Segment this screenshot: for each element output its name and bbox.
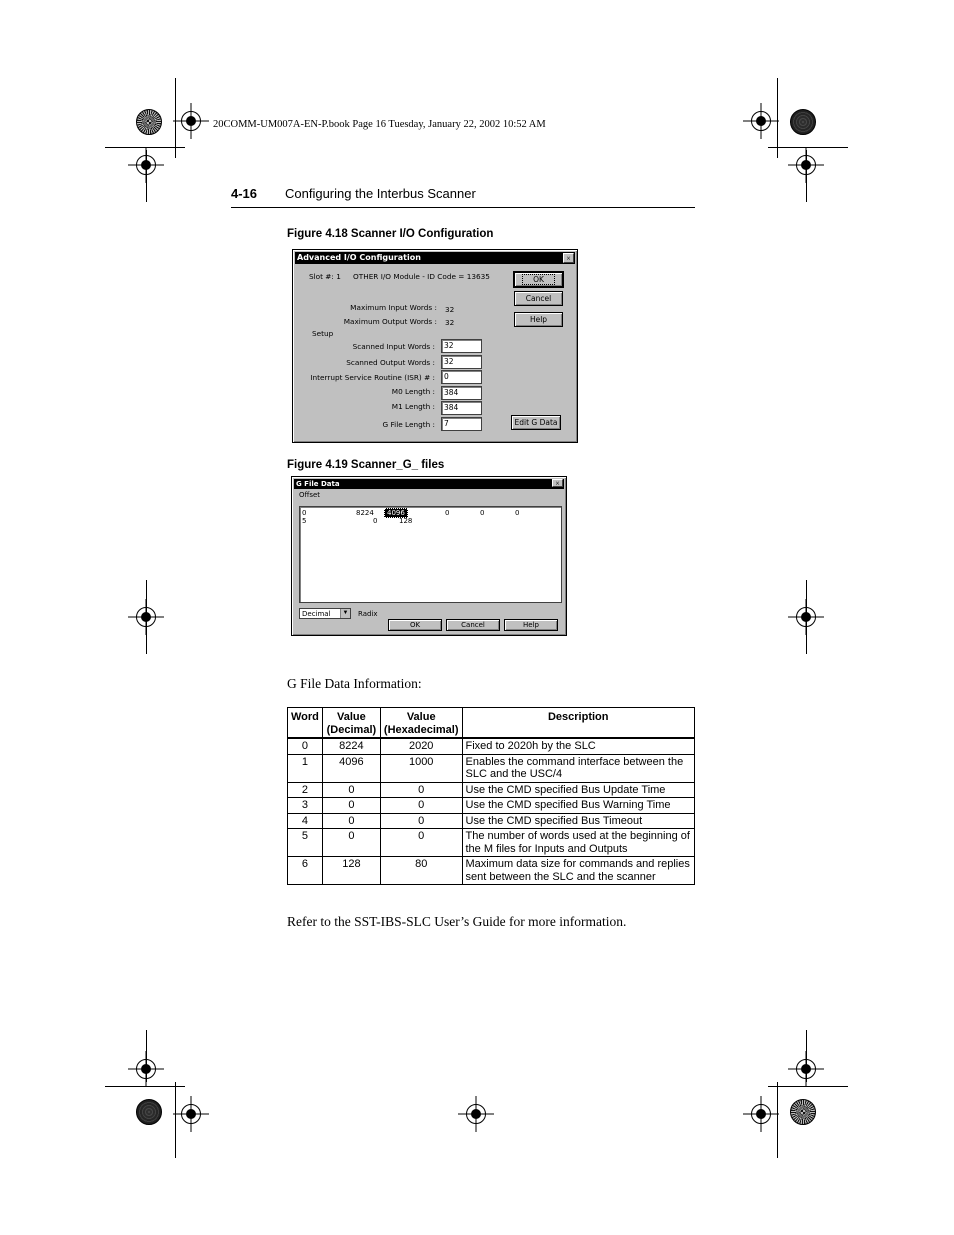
decimal-cell: 0	[322, 782, 380, 798]
table-row	[288, 829, 695, 857]
field-label: Interrupt Service Routine (ISR) # :	[310, 373, 435, 382]
grid-cell[interactable]: 0	[445, 509, 450, 517]
hex-cell: 2020	[380, 738, 462, 754]
word-cell: 4	[288, 813, 323, 829]
max-output-label: Maximum Output Words :	[343, 317, 437, 326]
hex-cell: 80	[380, 857, 462, 885]
starburst-target-icon	[136, 109, 162, 135]
row-offset: 0	[302, 509, 307, 517]
word-cell: 5	[288, 829, 323, 857]
grid-cell-selected[interactable]: 4096	[384, 508, 408, 518]
dropdown-arrow-icon[interactable]: ▼	[340, 609, 350, 618]
column-header: Value (Decimal)	[322, 708, 380, 739]
g-file-grid[interactable]	[299, 506, 562, 603]
description-cell: Enables the command interface between the SLC and the USC/4	[462, 754, 695, 782]
figure-caption: Figure 4.18 Scanner I/O Configuration	[287, 228, 494, 240]
max-input-value: 32	[445, 305, 455, 314]
hex-cell: 0	[380, 798, 462, 814]
table-row	[288, 798, 695, 814]
decimal-cell: 4096	[322, 754, 380, 782]
close-icon[interactable]: ×	[552, 479, 563, 487]
description-cell: Maximum data size for commands and replies sent between the SLC and the scanner	[462, 857, 695, 885]
footer-text: Refer to the SST-IBS-SLC User’s Guide for more information.	[287, 914, 627, 929]
scanned-output-words-field[interactable]: 32	[441, 355, 482, 369]
description-cell: The number of words used at the beginning of the M files for Inputs and Outputs	[462, 829, 695, 857]
field-label: G File Length :	[382, 420, 435, 429]
cancel-button[interactable]: Cancel	[446, 619, 500, 631]
word-cell: 2	[288, 782, 323, 798]
table-row	[288, 813, 695, 829]
g-file-length-field[interactable]: 7	[441, 417, 482, 431]
page-number: 4-16	[231, 186, 258, 201]
starburst-target-icon	[136, 1099, 162, 1125]
decimal-cell: 8224	[322, 738, 380, 754]
cancel-button[interactable]: Cancel	[514, 291, 563, 306]
description-cell: Use the CMD specified Bus Warning Time	[462, 798, 695, 814]
table-row	[288, 754, 695, 782]
ok-button-label: OK	[522, 274, 555, 285]
decimal-cell: 0	[322, 798, 380, 814]
close-icon[interactable]: ×	[563, 253, 574, 263]
scanned-input-words-field[interactable]: 32	[441, 339, 482, 353]
description-cell: Use the CMD specified Bus Timeout	[462, 813, 695, 829]
table-row	[288, 857, 695, 885]
slot-label: Slot #: 1	[309, 272, 341, 281]
radix-value: Decimal	[302, 610, 331, 618]
help-button[interactable]: Help	[504, 619, 558, 631]
table-header-row	[288, 708, 695, 739]
g-file-data-dialog	[291, 476, 567, 636]
column-header: Word	[288, 708, 323, 739]
figure-caption: Figure 4.19 Scanner_G_ files	[287, 459, 445, 471]
description-cell: Fixed to 2020h by the SLC	[462, 738, 695, 754]
header-rule	[231, 207, 695, 208]
print-slug: 20COMM-UM007A-EN-P.book Page 16 Tuesday, January 22, 2002 10:52 AM	[213, 119, 546, 130]
registration-mark-icon	[136, 155, 156, 175]
max-output-value: 32	[445, 318, 455, 327]
registration-mark-icon	[796, 1059, 816, 1079]
column-header: Value (Hexadecimal)	[380, 708, 462, 739]
row-offset: 5	[302, 517, 307, 525]
table-row	[288, 782, 695, 798]
module-info: OTHER I/O Module - ID Code = 13635	[353, 272, 490, 281]
edit-g-data-button[interactable]: Edit G Data	[511, 415, 561, 430]
grid-cell[interactable]: 0	[515, 509, 520, 517]
setup-label: Setup	[312, 329, 334, 338]
decimal-cell: 0	[322, 829, 380, 857]
running-head-title: Configuring the Interbus Scanner	[285, 186, 476, 201]
word-cell: 0	[288, 738, 323, 754]
hex-cell: 0	[380, 782, 462, 798]
word-cell: 6	[288, 857, 323, 885]
ok-button[interactable]	[514, 272, 563, 287]
registration-mark-icon	[466, 1104, 486, 1124]
registration-mark-icon	[181, 111, 201, 131]
radix-label: Radix	[358, 610, 378, 618]
table-row	[288, 738, 695, 754]
hex-cell: 1000	[380, 754, 462, 782]
help-button[interactable]: Help	[514, 312, 563, 327]
m1-length-field[interactable]: 384	[441, 401, 482, 415]
isr-field[interactable]: 0	[441, 370, 482, 384]
registration-mark-icon	[751, 1104, 771, 1124]
grid-cell[interactable]: 128	[399, 517, 413, 525]
dialog-title: Advanced I/O Configuration	[295, 252, 575, 264]
field-label: M0 Length :	[391, 387, 435, 396]
registration-mark-icon	[181, 1104, 201, 1124]
field-label: Scanned Input Words :	[352, 342, 435, 351]
decimal-cell: 0	[322, 813, 380, 829]
intro-text: G File Data Information:	[287, 676, 422, 691]
m0-length-field[interactable]: 384	[441, 386, 482, 400]
g-file-data-table	[287, 707, 695, 885]
decimal-cell: 128	[322, 857, 380, 885]
word-cell: 3	[288, 798, 323, 814]
registration-mark-icon	[751, 111, 771, 131]
grid-cell[interactable]: 0	[373, 517, 378, 525]
description-cell: Use the CMD specified Bus Update Time	[462, 782, 695, 798]
starburst-target-icon	[790, 109, 816, 135]
field-label: Scanned Output Words :	[346, 358, 435, 367]
field-label: M1 Length :	[391, 402, 435, 411]
hex-cell: 0	[380, 813, 462, 829]
registration-mark-icon	[796, 155, 816, 175]
registration-mark-icon	[136, 1059, 156, 1079]
advanced-io-config-dialog	[292, 249, 578, 443]
dialog-title: G File Data	[294, 479, 564, 489]
column-header: Description	[462, 708, 695, 739]
max-input-label: Maximum Input Words :	[350, 303, 437, 312]
hex-cell: 0	[380, 829, 462, 857]
offset-label: Offset	[299, 491, 321, 499]
starburst-target-icon	[790, 1099, 816, 1125]
ok-button[interactable]: OK	[388, 619, 442, 631]
word-cell: 1	[288, 754, 323, 782]
grid-cell[interactable]: 8224	[356, 509, 374, 517]
radix-select[interactable]	[299, 608, 351, 619]
grid-cell[interactable]: 0	[480, 509, 485, 517]
